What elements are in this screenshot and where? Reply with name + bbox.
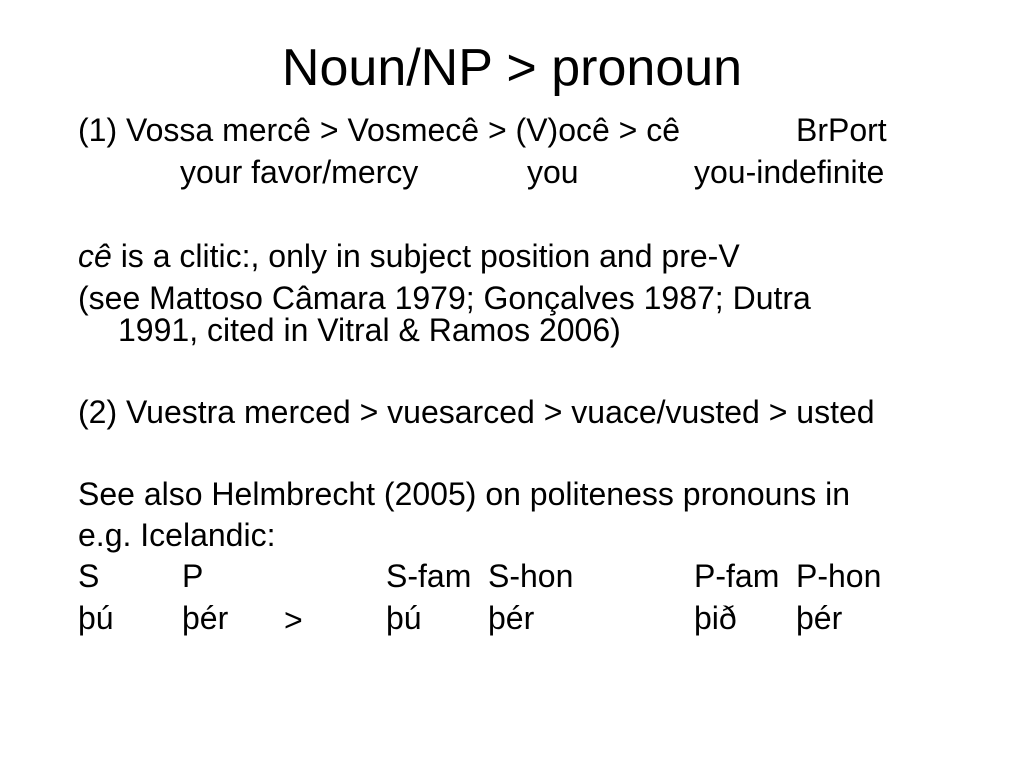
clitic-word: cê (78, 238, 112, 274)
table-header-p-fam: P-fam (694, 558, 780, 594)
table-header-s-fam: S-fam (386, 558, 472, 594)
example-1-gloss-1: your favor/mercy (180, 154, 419, 190)
example-1-line: (1) Vossa mercê > Vosmecê > (V)ocê > cê (78, 112, 681, 148)
table-cell: þér (796, 600, 843, 636)
table-cell: þú (386, 600, 422, 636)
table-arrow: > (284, 602, 303, 638)
example-1-language-tag: BrPort (796, 112, 887, 148)
table-cell: þú (78, 600, 114, 636)
table-cell: þér (182, 600, 229, 636)
table-header-s-hon: S-hon (488, 558, 574, 594)
table-cell: þér (488, 600, 535, 636)
example-1-gloss-3: you-indefinite (694, 154, 885, 190)
table-header-s: S (78, 558, 100, 594)
example-2-line: (2) Vuestra merced > vuesarced > vuace/vusted > usted (78, 394, 875, 430)
clitic-note-rest: is a clitic:, only in subject position and pre-V (111, 238, 740, 274)
see-also-line-1: See also Helmbrecht (2005) on politeness pronouns in (78, 476, 851, 512)
citation-line-1: (see Mattoso Câmara 1979; Gonçalves 1987; Dutra (78, 280, 811, 316)
slide-title: Noun/NP > pronoun (281, 39, 743, 97)
citation-line-2: 1991, cited in Vitral & Ramos 2006) (118, 312, 621, 348)
clitic-note (78, 240, 740, 272)
table-header-p: P (182, 558, 204, 594)
example-1-gloss-2: you (527, 154, 579, 190)
table-header-p-hon: P-hon (796, 558, 882, 594)
see-also-line-2: e.g. Icelandic: (78, 517, 276, 553)
table-cell: þið (694, 600, 737, 636)
